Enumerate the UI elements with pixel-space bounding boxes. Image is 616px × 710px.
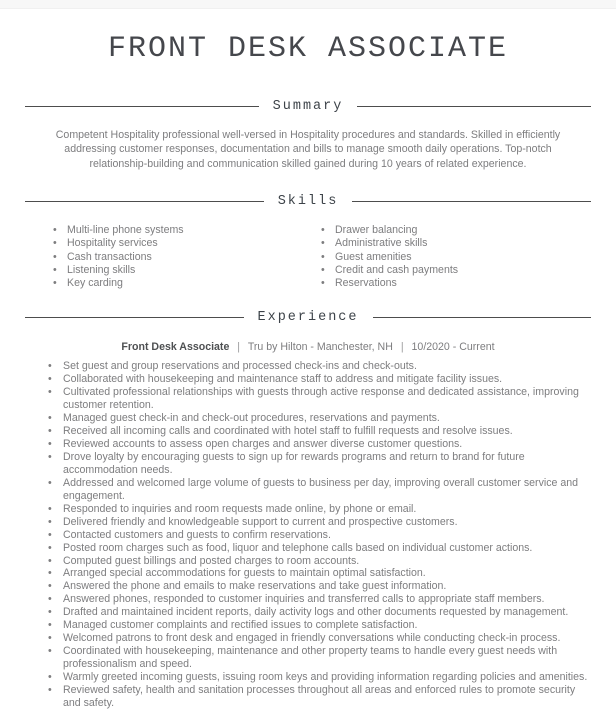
skill-item: • Credit and cash payments bbox=[320, 264, 591, 277]
job-separator: | bbox=[400, 341, 404, 354]
experience-bullet: • Contacted customers and guests to confirm reservations. bbox=[47, 529, 591, 542]
experience-bullet: • Cultivated professional relationships with guests through active response and dedicated assistance, improving customer retention. bbox=[47, 386, 591, 412]
job-separator: | bbox=[237, 341, 241, 354]
top-divider bbox=[0, 0, 616, 9]
skill-item: • Guest amenities bbox=[320, 251, 591, 264]
experience-bullet: • Managed customer complaints and rectified issues to complete satisfaction. bbox=[47, 619, 591, 632]
experience-bullet: • Answered the phone and emails to make reservations and take guest information. bbox=[47, 580, 591, 593]
skills-list-left bbox=[25, 224, 308, 290]
experience-bullet: • Coordinated with housekeeping, maintenance and other property teams to handle every guest needs with professionalism and speed. bbox=[47, 645, 591, 671]
skills-heading: Skills bbox=[277, 194, 339, 210]
skill-item: • Key carding bbox=[52, 277, 308, 290]
page-title: FRONT DESK ASSOCIATE bbox=[107, 32, 509, 66]
experience-bullet: • Delivered friendly and knowledgeable support to current and prospective customers. bbox=[47, 516, 591, 529]
experience-bullet: • Managed guest check-in and check-out procedures, reservations and payments. bbox=[47, 412, 591, 425]
experience-bullet: • Reviewed accounts to assess open charges and answer diverse customer questions. bbox=[47, 438, 591, 451]
experience-section-header bbox=[25, 310, 591, 325]
summary-section-header bbox=[25, 99, 591, 114]
experience-bullet: • Drafted and maintained incident reports, daily activity logs and other documents requested by management. bbox=[47, 606, 591, 619]
job-header-line bbox=[25, 341, 591, 354]
skills-list-right bbox=[308, 224, 591, 290]
job-title: Front Desk Associate bbox=[121, 341, 230, 354]
resume-document bbox=[0, 30, 616, 710]
summary-heading: Summary bbox=[272, 99, 344, 114]
divider-line bbox=[25, 317, 244, 318]
experience-bullet: • Computed guest billings and posted charges to room accounts. bbox=[47, 555, 591, 568]
job-dates: 10/2020 - Current bbox=[411, 341, 495, 354]
skill-item: • Hospitality services bbox=[52, 237, 308, 250]
summary-paragraph: Competent Hospitality professional well-versed in Hospitality procedures and standards. Skilled in efficiently addressing customer responses, documentation and bills to manage smooth daily operations. Top-notch relationship-building and communication skilled gained during 10 years of related experience. bbox=[55, 129, 561, 170]
divider-line bbox=[25, 201, 264, 202]
skill-item: • Cash transactions bbox=[52, 251, 308, 264]
skills-columns bbox=[25, 224, 591, 290]
skill-item: • Listening skills bbox=[52, 264, 308, 277]
skills-section-header bbox=[25, 194, 591, 209]
divider-line bbox=[352, 201, 591, 202]
skill-item: • Administrative skills bbox=[320, 237, 591, 250]
divider-line bbox=[373, 317, 592, 318]
experience-bullet: • Collaborated with housekeeping and maintenance staff to address and mitigate facility issues. bbox=[47, 373, 591, 386]
skill-item: • Drawer balancing bbox=[320, 224, 591, 237]
experience-bullet: • Addressed and welcomed large volume of guests to business per day, improving overall customer service and engagement. bbox=[47, 477, 591, 503]
experience-bullet: • Reviewed safety, health and sanitation processes throughout all areas and enforced rules to promote security and safety. bbox=[47, 684, 591, 710]
skill-item: • Reservations bbox=[320, 277, 591, 290]
experience-bullet: • Responded to inquiries and room requests made online, by phone or email. bbox=[47, 503, 591, 516]
experience-bullet: • Welcomed patrons to front desk and engaged in friendly conversations while conducting check-in process. bbox=[47, 632, 591, 645]
experience-heading: Experience bbox=[257, 310, 359, 326]
experience-bullet: • Set guest and group reservations and processed check-ins and check-outs. bbox=[47, 360, 591, 373]
job-company-location: Tru by Hilton - Manchester, NH bbox=[247, 341, 393, 354]
divider-line bbox=[25, 106, 259, 107]
experience-bullet: • Arranged special accommodations for guests to maintain optimal satisfaction. bbox=[47, 567, 591, 580]
experience-bullet: • Drove loyalty by encouraging guests to sign up for rewards programs and return to brand for future accommodation needs. bbox=[47, 451, 591, 477]
divider-line bbox=[357, 106, 591, 107]
experience-bullet: • Warmly greeted incoming guests, issuing room keys and providing information regarding policies and amenities. bbox=[47, 671, 591, 684]
experience-bullet: • Answered phones, responded to customer inquiries and transferred calls to appropriate staff members. bbox=[47, 593, 591, 606]
skill-item: • Multi-line phone systems bbox=[52, 224, 308, 237]
experience-bullet: • Received all incoming calls and coordinated with hotel staff to fulfill requests and resolve issues. bbox=[47, 425, 591, 438]
experience-bullet: • Posted room charges such as food, liquor and telephone calls based on individual customer actions. bbox=[47, 542, 591, 555]
experience-bullet-list bbox=[25, 360, 591, 710]
